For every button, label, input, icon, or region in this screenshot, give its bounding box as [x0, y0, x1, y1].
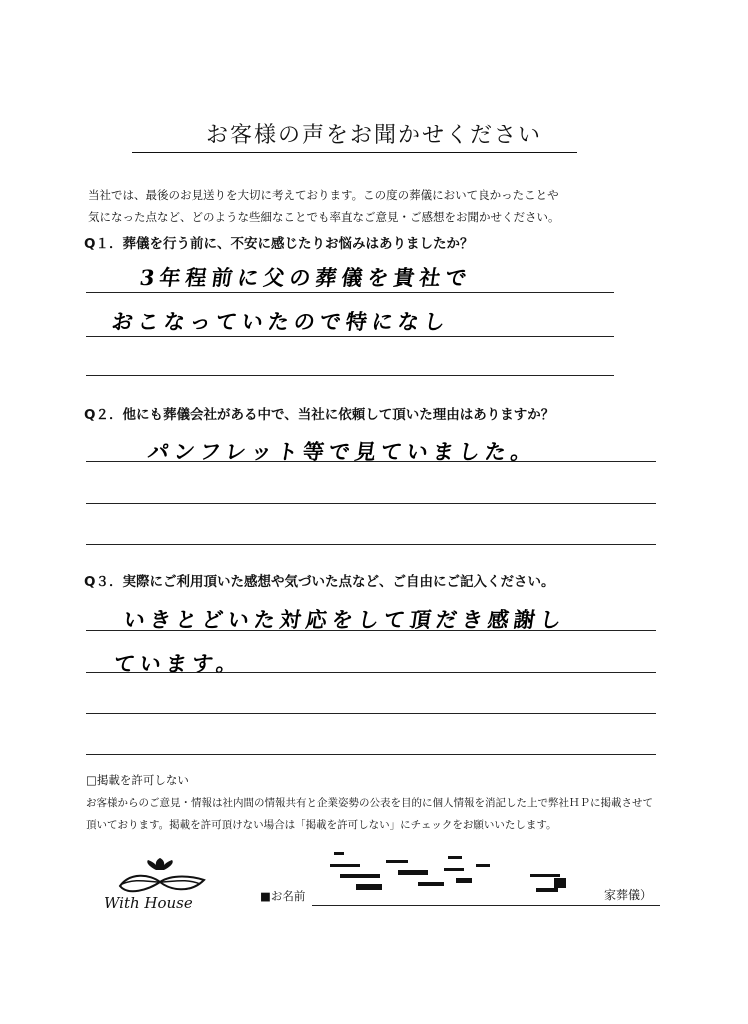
question-1-label: Q１．葬儀を行う前に、不安に感じたりお悩みはありましたか？ [84, 236, 474, 252]
redaction-block [476, 864, 490, 867]
answer-1-rule-3 [86, 375, 614, 376]
family-suffix: 家葬儀） [604, 888, 653, 902]
redaction-block [418, 882, 444, 886]
redaction-block [340, 874, 380, 878]
redaction-block [536, 888, 558, 892]
company-logo [100, 856, 230, 916]
redaction-block [334, 852, 344, 855]
consent-fine-line-1: お客様からのご意見・情報は社内間の情報共有と企業姿勢の公表を目的に個人情報を消記した上で弊社ＨＰに掲載させて [86, 797, 653, 809]
name-label: ■お名前 [260, 889, 306, 903]
answer-2-rule-2 [86, 503, 656, 504]
answer-1-rule-1 [86, 292, 614, 293]
intro-line-2: 気になった点など、どのような些細なことでも率直なご意見・ご感想をお聞かせください。 [88, 210, 560, 224]
intro-text [88, 184, 648, 228]
answer-3-rule-1 [86, 630, 656, 631]
logo-text: With House [104, 894, 193, 912]
redaction-block [456, 878, 472, 883]
answer-1-line-2: おこなっていたので特になし [110, 309, 452, 334]
redaction-block [356, 884, 382, 890]
answer-2-rule-3 [86, 544, 656, 545]
answer-1-line-1: 3年程前に父の葬儀を貴社で [138, 265, 474, 290]
name-underline [312, 905, 660, 906]
redacted-name [326, 848, 588, 904]
answer-3-rule-2 [86, 672, 656, 673]
answer-1-rule-2 [86, 336, 614, 337]
answer-3-line-1: いきとどいた対応をして頂だき感謝し [122, 607, 568, 632]
redaction-block [330, 864, 360, 867]
redaction-block [554, 878, 566, 888]
redaction-block [448, 856, 462, 859]
redaction-block [398, 870, 428, 875]
redaction-block [444, 868, 464, 871]
answer-2-line-1: パンフレット等で見ていました。 [146, 439, 539, 464]
answer-3-line-2: ています。 [112, 651, 245, 676]
question-3-label: Q３．実際にご利用頂いた感想や気づいた点など、ご自由にご記入ください。 [84, 574, 555, 590]
intro-line-1: 当社では、最後のお見送りを大切に考えております。この度の葬儀において良かったことや [88, 188, 559, 202]
answer-3-rule-3 [86, 713, 656, 714]
question-2-label: Q２．他にも葬儀会社がある中で、当社に依頼して頂いた理由はありますか？ [84, 407, 555, 423]
redaction-block [530, 874, 560, 877]
consent-checkbox[interactable]: □掲載を許可しない [86, 773, 189, 787]
title-underline [132, 152, 577, 153]
page-title: お客様の声をお聞かせください [205, 123, 542, 148]
answer-3-rule-4 [86, 754, 656, 755]
redaction-block [386, 860, 408, 863]
answer-2-rule-1 [86, 461, 656, 462]
consent-fine-line-2: 頂いております。掲載を許可頂けない場合は「掲載を許可しない」にチェックをお願いいたします。 [86, 819, 557, 831]
consent-fine-print [86, 792, 686, 836]
